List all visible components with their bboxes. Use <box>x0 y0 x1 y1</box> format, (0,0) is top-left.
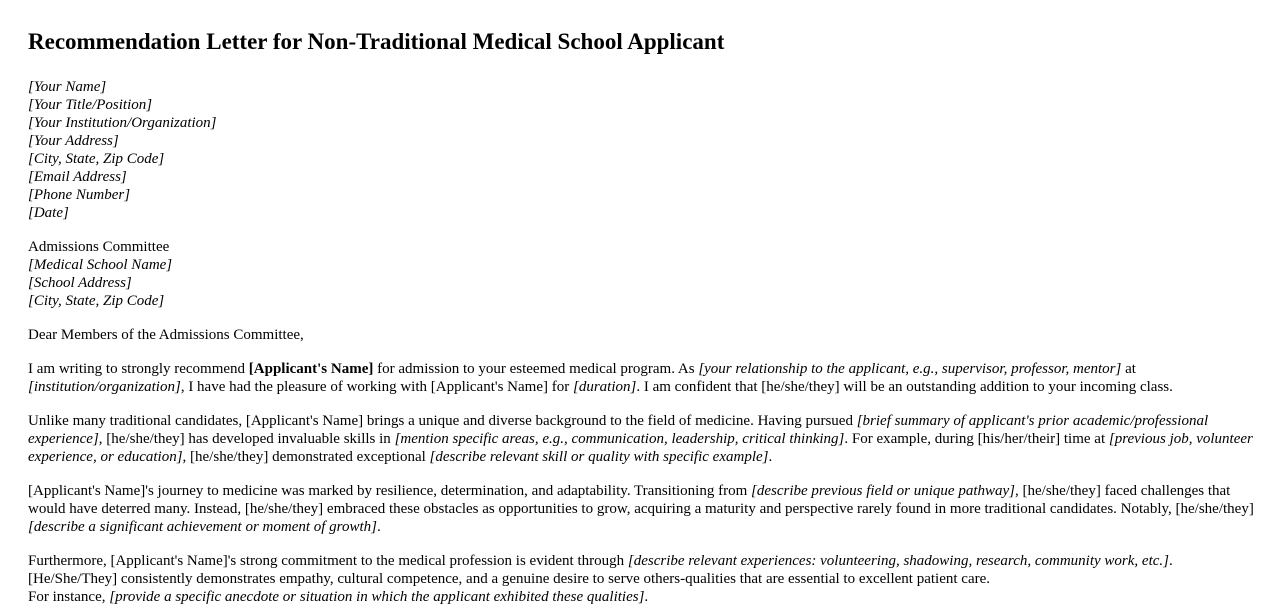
p1-text: , I have had the pleasure of working with [Applicant's Name] for <box>180 379 573 395</box>
p1-placeholder: [your relationship to the applicant, e.g., supervisor, professor, mentor] <box>698 361 1122 377</box>
p1-text: for admission to your esteemed medical program. As <box>373 361 699 377</box>
paragraph-commitment <box>28 552 1254 606</box>
recipient-school-address: [School Address] <box>28 275 132 291</box>
p4-placeholder: [provide a specific anecdote or situation in which the applicant exhibited these qualities] <box>109 589 645 605</box>
p4-text: Furthermore, [Applicant's Name]'s strong commitment to the medical profession is evident through <box>28 553 628 569</box>
paragraph-background <box>28 412 1254 466</box>
p3-text: , [he/she/they] faced challenges that would have deterred many. Instead, [he/she/they] embraced these obstacles as opportunities to grow, acquiring a maturity and perspective rarely found in more traditional candidates. Notably, [he/she/they] <box>28 483 1254 517</box>
sender-city: [City, State, Zip Code] <box>28 151 165 167</box>
p2-placeholder: [describe relevant skill or quality with specific example] <box>429 449 769 465</box>
sender-name: [Your Name] <box>28 79 107 95</box>
p3-placeholder: [describe previous field or unique pathway] <box>751 483 1016 499</box>
p2-text: Unlike many traditional candidates, [Applicant's Name] brings a unique and diverse background to the field of medicine. Having pursued <box>28 413 857 429</box>
paragraph-intro <box>28 360 1254 396</box>
p3-placeholder: [describe a significant achievement or moment of growth] <box>28 519 377 535</box>
salutation: Dear Members of the Admissions Committee, <box>28 327 304 343</box>
recipient-committee: Admissions Committee <box>28 239 170 255</box>
p1-text: at <box>1121 361 1136 377</box>
p1-placeholder: [duration] <box>572 379 637 395</box>
sender-date: [Date] <box>28 205 69 221</box>
p1-text: . I am confident that [he/she/they] will be an outstanding addition to your incoming class. <box>636 379 1173 395</box>
sender-title: [Your Title/Position] <box>28 97 153 113</box>
sender-phone: [Phone Number] <box>28 187 131 203</box>
applicant-name: [Applicant's Name] <box>248 361 374 377</box>
p3-text: . <box>376 519 381 535</box>
page-title: Recommendation Letter for Non-Traditional Medical School Applicant <box>28 29 725 54</box>
sender-address: [Your Address] <box>28 133 119 149</box>
p4-placeholder: [describe relevant experiences: volunteering, shadowing, research, community work, etc.] <box>627 553 1169 569</box>
p2-text: , [he/she/they] has developed invaluable skills in <box>98 431 395 447</box>
p3-text: [Applicant's Name]'s journey to medicine was marked by resilience, determination, and adaptability. Transitioning from <box>28 483 752 499</box>
p2-placeholder: [mention specific areas, e.g., communication, leadership, critical thinking] <box>394 431 845 447</box>
recipient-block <box>28 238 1254 310</box>
p1-text: I am writing to strongly recommend <box>28 361 249 377</box>
p2-placeholder: [brief summary of applicant's prior academic/professional experience] <box>28 413 1209 447</box>
paragraph-journey <box>28 482 1254 536</box>
p2-text: . For example, during [his/her/their] time at <box>844 431 1109 447</box>
p4-text: . <box>644 589 649 605</box>
recipient-city: [City, State, Zip Code] <box>28 293 165 309</box>
sender-email: [Email Address] <box>28 169 127 185</box>
sender-institution: [Your Institution/Organization] <box>28 115 217 131</box>
p2-text: , [he/she/they] demonstrated exceptional <box>182 449 430 465</box>
p2-placeholder: [previous job, volunteer experience, or education] <box>28 431 1253 465</box>
p1-placeholder: [institution/organization] <box>28 379 181 395</box>
p2-text: . <box>768 449 773 465</box>
recipient-school-name: [Medical School Name] <box>28 257 173 273</box>
p4-text: . [He/She/They] consistently demonstrates empathy, cultural competence, and a genuine desire to serve others-qualities that are essential to excellent patient care. <box>28 553 1173 587</box>
p4-text: For instance, <box>28 589 110 605</box>
sender-block <box>28 78 1254 222</box>
